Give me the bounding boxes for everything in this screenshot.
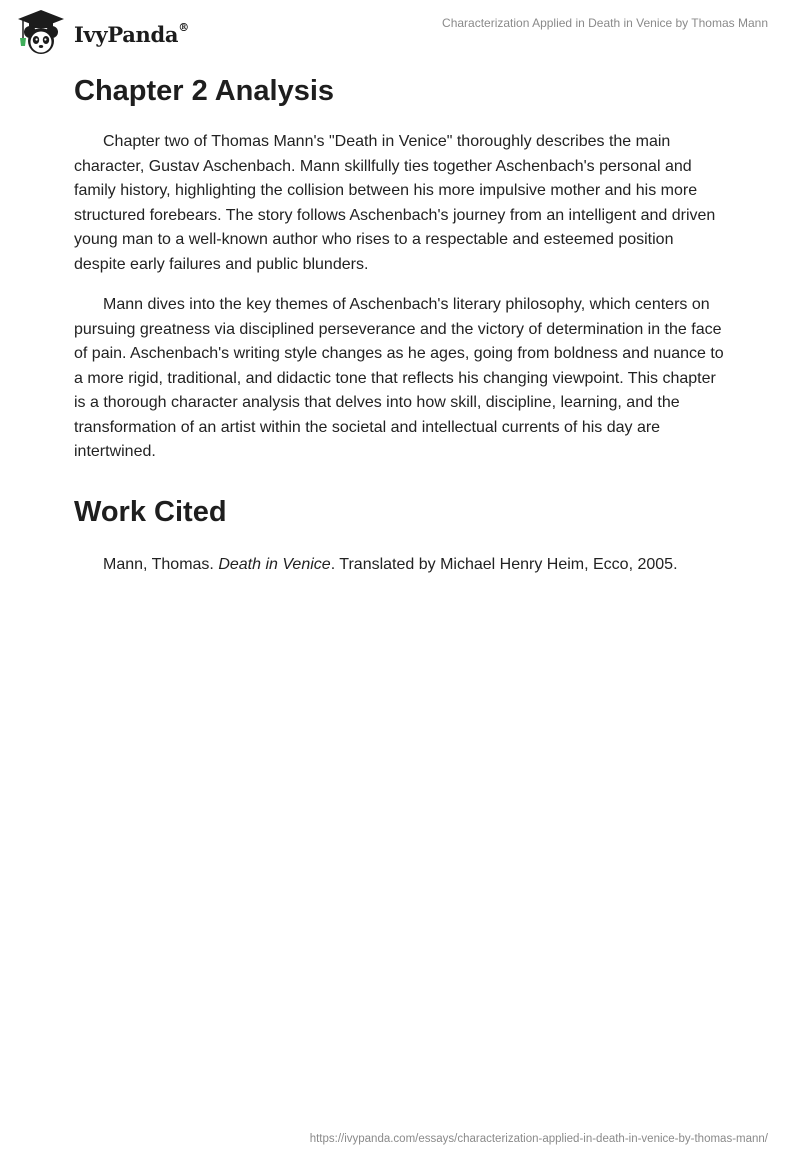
paragraph-2: Mann dives into the key themes of Aschenbach's literary philosophy, which centers on pursuing greatness via disciplined perseverance and the victory of determination in the face of pain. Aschenbach's writing style changes as he ages, going from boldness and nuance to a more rigid, traditional, and didactic tone that reflects his changing viewpoint. This chapter is a thorough character analysis that delves into how skill, discipline, learning, and the transformation of an artist within the societal and intellectual currents of his day are intertwined. (74, 296, 724, 460)
logo-wordmark (74, 22, 189, 47)
paragraph-1: Chapter two of Thomas Mann's "Death in Venice" thoroughly describes the main character, Gustav Aschenbach. Mann skillfully ties together Aschenbach's personal and family history, highlighting the collision between his more impulsive mother and his more structured forebears. The story follows Aschenbach's journey from an intelligent and driven young man to a well-known author who rises to a respectable and esteemed position despite early failures and public blunders. (74, 133, 716, 273)
ivypanda-logo[interactable] (14, 8, 189, 56)
footer-url[interactable]: https://ivypanda.com/essays/characterization-applied-in-death-in-venice-by-thomas-mann/ (309, 1133, 768, 1145)
registered-mark: ® (178, 20, 189, 34)
citation-title: Death in Venice (218, 555, 331, 573)
logo-text: IvyPanda (74, 21, 179, 47)
panda-graduate-icon (14, 8, 68, 56)
works-cited-heading: Work Cited (74, 495, 227, 528)
essay-body (74, 72, 724, 593)
chapter-heading: Chapter 2 Analysis (74, 75, 335, 107)
citation-author: Mann, Thomas. (103, 555, 219, 573)
page-header (0, 0, 800, 60)
citation-entry (74, 553, 724, 578)
citation-rest: . Translated by Michael Henry Heim, Ecco, 2005. (330, 555, 678, 573)
running-title: Characterization Applied in Death in Venice by Thomas Mann (442, 16, 768, 30)
